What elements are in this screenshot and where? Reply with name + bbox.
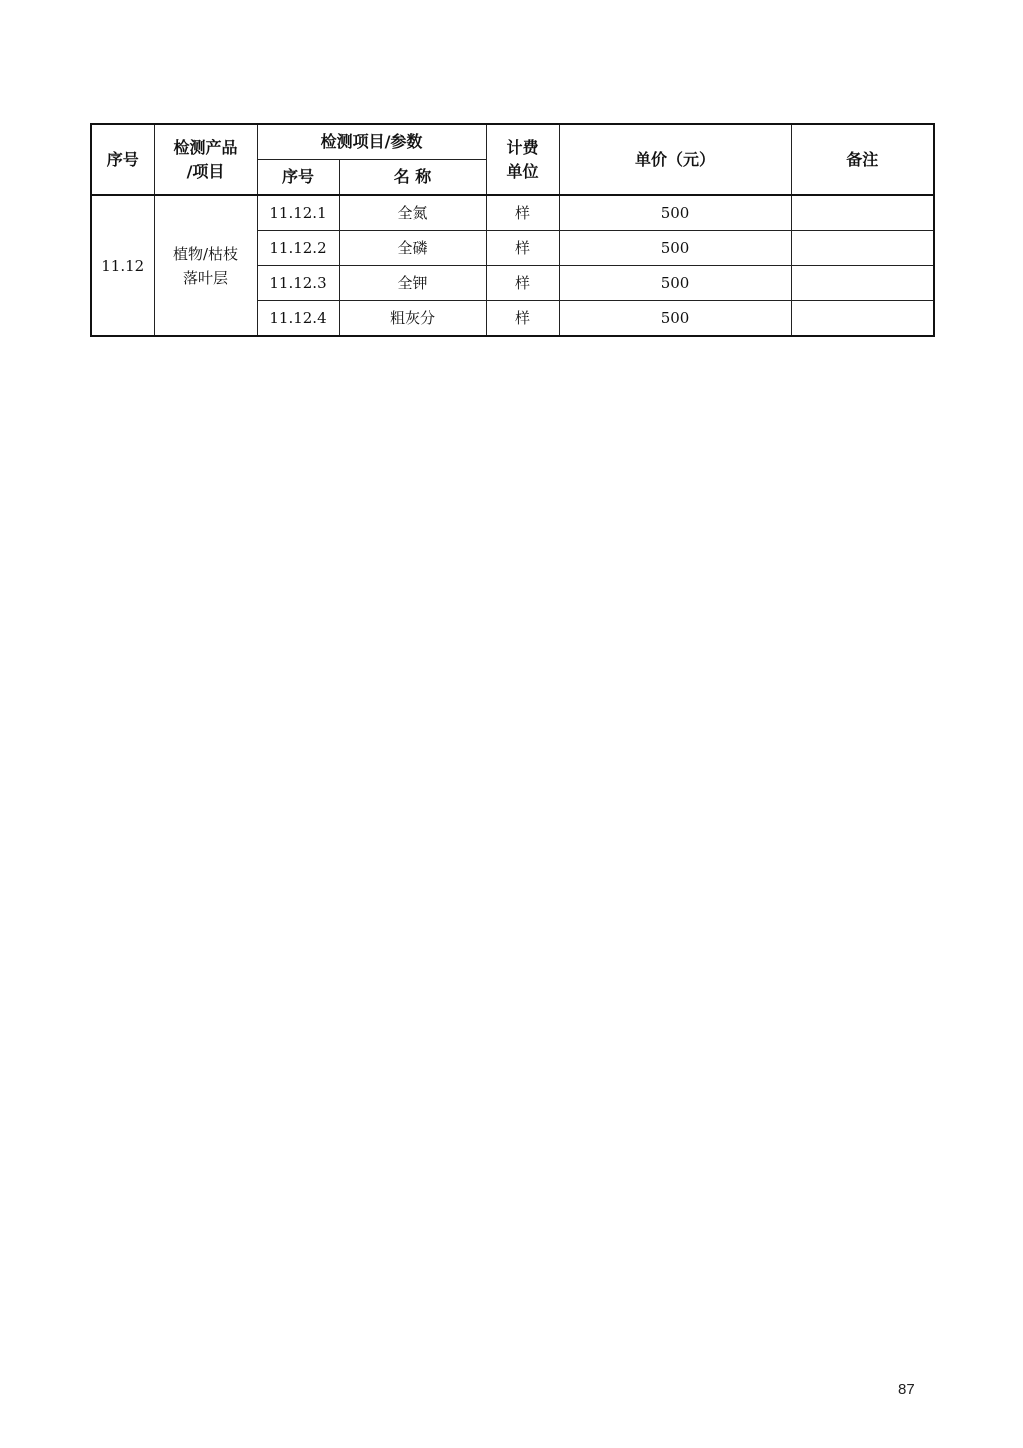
row-price: 500 [559, 231, 791, 266]
row-remark [791, 266, 934, 301]
header-product-line2: /项目 [186, 161, 225, 181]
header-item-group: 检测项目/参数 [257, 124, 486, 160]
table-row [91, 195, 934, 231]
header-product-line1: 检测产品 [173, 137, 238, 157]
header-price: 单价（元） [559, 124, 791, 195]
row-remark [791, 195, 934, 231]
header-unit [486, 124, 559, 195]
row-unit: 样 [486, 195, 559, 231]
row-unit: 样 [486, 266, 559, 301]
row-name: 全钾 [339, 266, 486, 301]
row-name: 全磷 [339, 231, 486, 266]
page-number: 87 [898, 1381, 915, 1398]
row-unit: 样 [486, 301, 559, 337]
header-item-seq: 序号 [257, 160, 339, 196]
row-code: 11.12.1 [257, 195, 339, 231]
pricing-table [90, 123, 935, 337]
row-unit: 样 [486, 231, 559, 266]
row-remark [791, 231, 934, 266]
group-product [154, 195, 257, 336]
row-code: 11.12.2 [257, 231, 339, 266]
header-seq: 序号 [91, 124, 154, 195]
header-item-name: 名 称 [339, 160, 486, 196]
header-product [154, 124, 257, 195]
group-product-line2: 落叶层 [182, 268, 228, 287]
row-name: 粗灰分 [339, 301, 486, 337]
group-seq: 11.12 [91, 195, 154, 336]
header-remark: 备注 [791, 124, 934, 195]
row-code: 11.12.4 [257, 301, 339, 337]
header-unit-line2: 单位 [506, 161, 539, 181]
row-code: 11.12.3 [257, 266, 339, 301]
row-price: 500 [559, 266, 791, 301]
group-product-line1: 植物/枯枝 [172, 244, 239, 263]
row-name: 全氮 [339, 195, 486, 231]
row-price: 500 [559, 301, 791, 337]
header-unit-line1: 计费 [506, 137, 539, 157]
row-price: 500 [559, 195, 791, 231]
row-remark [791, 301, 934, 337]
